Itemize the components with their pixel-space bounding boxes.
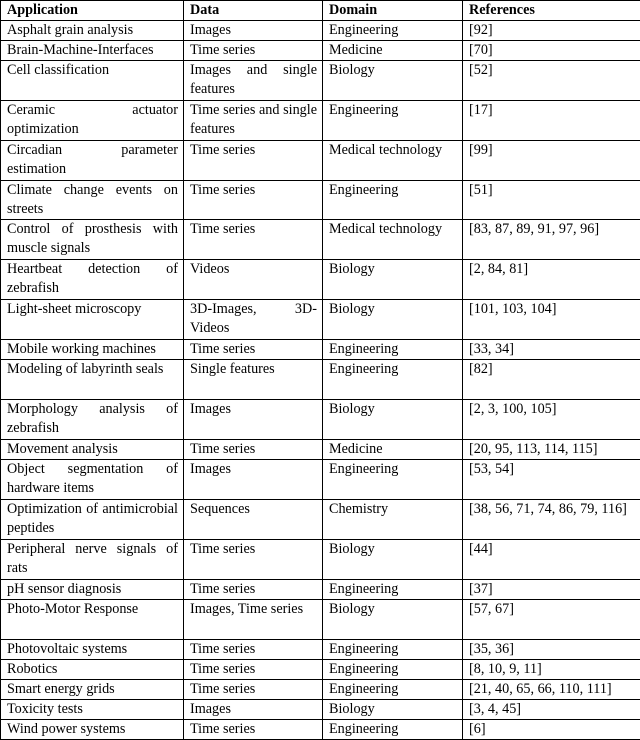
table-row: [1, 400, 640, 440]
cell-application: Climate change events on streets: [1, 181, 184, 220]
cell-references: [57, 67]: [463, 600, 640, 640]
cell-domain: Biology: [323, 400, 463, 440]
cell-application: pH sensor diagnosis: [1, 580, 184, 600]
cell-references: [3, 4, 45]: [463, 700, 640, 720]
cell-references: [99]: [463, 141, 640, 181]
cell-references: [83, 87, 89, 91, 97, 96]: [463, 220, 640, 260]
cell-references: [70]: [463, 41, 640, 61]
table-row: [1, 41, 640, 61]
cell-references: [44]: [463, 540, 640, 580]
table-row: [1, 720, 640, 740]
cell-data: Time series: [184, 640, 323, 660]
cell-application: Toxicity tests: [1, 700, 184, 720]
table-row: [1, 580, 640, 600]
header-application: Application: [1, 1, 184, 21]
cell-data: Images: [184, 400, 323, 440]
cell-references: [21, 40, 65, 66, 110, 111]: [463, 680, 640, 700]
header-domain: Domain: [323, 1, 463, 21]
cell-data: Time series: [184, 41, 323, 61]
table-row: [1, 500, 640, 540]
cell-domain: Medicine: [323, 41, 463, 61]
cell-data: Time series and single features: [184, 101, 323, 141]
table-row: [1, 21, 640, 41]
cell-data: Time series: [184, 440, 323, 460]
cell-domain: Medical technology: [323, 141, 463, 181]
table-header-row: [1, 1, 640, 21]
cell-references: [82]: [463, 360, 640, 400]
cell-data: Images: [184, 700, 323, 720]
table-row: [1, 460, 640, 500]
cell-data: Time series: [184, 220, 323, 260]
cell-references: [2, 84, 81]: [463, 260, 640, 300]
cell-application: Circadian parameter estimation: [1, 141, 184, 181]
cell-references: [33, 34]: [463, 340, 640, 360]
cell-references: [92]: [463, 21, 640, 41]
cell-data: Time series: [184, 680, 323, 700]
table-row: [1, 540, 640, 580]
cell-application: Cell classification: [1, 61, 184, 101]
cell-domain: Engineering: [323, 101, 463, 141]
cell-data: Time series: [184, 181, 323, 220]
cell-data: Time series: [184, 580, 323, 600]
cell-data: Sequences: [184, 500, 323, 540]
table-row: [1, 680, 640, 700]
cell-domain: Chemistry: [323, 500, 463, 540]
cell-data: Time series: [184, 720, 323, 740]
cell-application: Optimization of antimicrobial peptides: [1, 500, 184, 540]
cell-application: Smart energy grids: [1, 680, 184, 700]
cell-references: [8, 10, 9, 11]: [463, 660, 640, 680]
cell-application: Photo-Motor Response: [1, 600, 184, 640]
cell-references: [2, 3, 100, 105]: [463, 400, 640, 440]
cell-application: Asphalt grain analysis: [1, 21, 184, 41]
table-row: [1, 260, 640, 300]
cell-references: [6]: [463, 720, 640, 740]
cell-references: [35, 36]: [463, 640, 640, 660]
cell-application: Brain-Machine-Interfaces: [1, 41, 184, 61]
cell-data: Time series: [184, 660, 323, 680]
cell-references: [37]: [463, 580, 640, 600]
cell-application: Control of prosthesis with muscle signals: [1, 220, 184, 260]
cell-application: Photovoltaic systems: [1, 640, 184, 660]
table-row: [1, 101, 640, 141]
cell-data: Videos: [184, 260, 323, 300]
cell-application: Ceramic actuator optimization: [1, 101, 184, 141]
cell-references: [52]: [463, 61, 640, 101]
cell-domain: Biology: [323, 600, 463, 640]
table-row: [1, 700, 640, 720]
cell-data: Single features: [184, 360, 323, 400]
table-row: [1, 340, 640, 360]
table-row: [1, 61, 640, 101]
table-row: [1, 600, 640, 640]
cell-domain: Biology: [323, 300, 463, 340]
cell-references: [38, 56, 71, 74, 86, 79, 116]: [463, 500, 640, 540]
table-row: [1, 220, 640, 260]
cell-domain: Engineering: [323, 360, 463, 400]
cell-domain: Engineering: [323, 340, 463, 360]
table-row: [1, 660, 640, 680]
table-row: [1, 640, 640, 660]
cell-application: Peripheral nerve signals of rats: [1, 540, 184, 580]
cell-domain: Biology: [323, 260, 463, 300]
cell-application: Wind power systems: [1, 720, 184, 740]
cell-data: Time series: [184, 141, 323, 181]
cell-domain: Medical technology: [323, 220, 463, 260]
table-row: [1, 181, 640, 220]
cell-data: Images: [184, 460, 323, 500]
cell-references: [17]: [463, 101, 640, 141]
table-row: [1, 141, 640, 181]
cell-domain: Biology: [323, 61, 463, 101]
cell-data: Images, Time series: [184, 600, 323, 640]
cell-data: Time series: [184, 340, 323, 360]
cell-domain: Engineering: [323, 660, 463, 680]
cell-data: 3D-Images, 3D-Videos: [184, 300, 323, 340]
cell-domain: Engineering: [323, 580, 463, 600]
table-row: [1, 360, 640, 400]
cell-domain: Engineering: [323, 181, 463, 220]
cell-application: Heartbeat detection of zebrafish: [1, 260, 184, 300]
cell-domain: Engineering: [323, 720, 463, 740]
header-data: Data: [184, 1, 323, 21]
table-row: [1, 440, 640, 460]
cell-references: [101, 103, 104]: [463, 300, 640, 340]
cell-domain: Biology: [323, 540, 463, 580]
cell-references: [53, 54]: [463, 460, 640, 500]
cell-application: Object segmentation of hardware items: [1, 460, 184, 500]
cell-domain: Biology: [323, 700, 463, 720]
cell-domain: Engineering: [323, 680, 463, 700]
cell-domain: Engineering: [323, 460, 463, 500]
table-row: [1, 300, 640, 340]
cell-data: Images: [184, 21, 323, 41]
cell-application: Mobile working machines: [1, 340, 184, 360]
cell-application: Morphology analysis of zebrafish: [1, 400, 184, 440]
header-references: References: [463, 1, 640, 21]
cell-application: Light-sheet microscopy: [1, 300, 184, 340]
cell-references: [20, 95, 113, 114, 115]: [463, 440, 640, 460]
cell-domain: Engineering: [323, 640, 463, 660]
cell-application: Modeling of labyrinth seals: [1, 360, 184, 400]
cell-domain: Medicine: [323, 440, 463, 460]
cell-data: Time series: [184, 540, 323, 580]
cell-data: Images and single features: [184, 61, 323, 101]
cell-application: Robotics: [1, 660, 184, 680]
cell-references: [51]: [463, 181, 640, 220]
cell-application: Movement analysis: [1, 440, 184, 460]
cell-domain: Engineering: [323, 21, 463, 41]
